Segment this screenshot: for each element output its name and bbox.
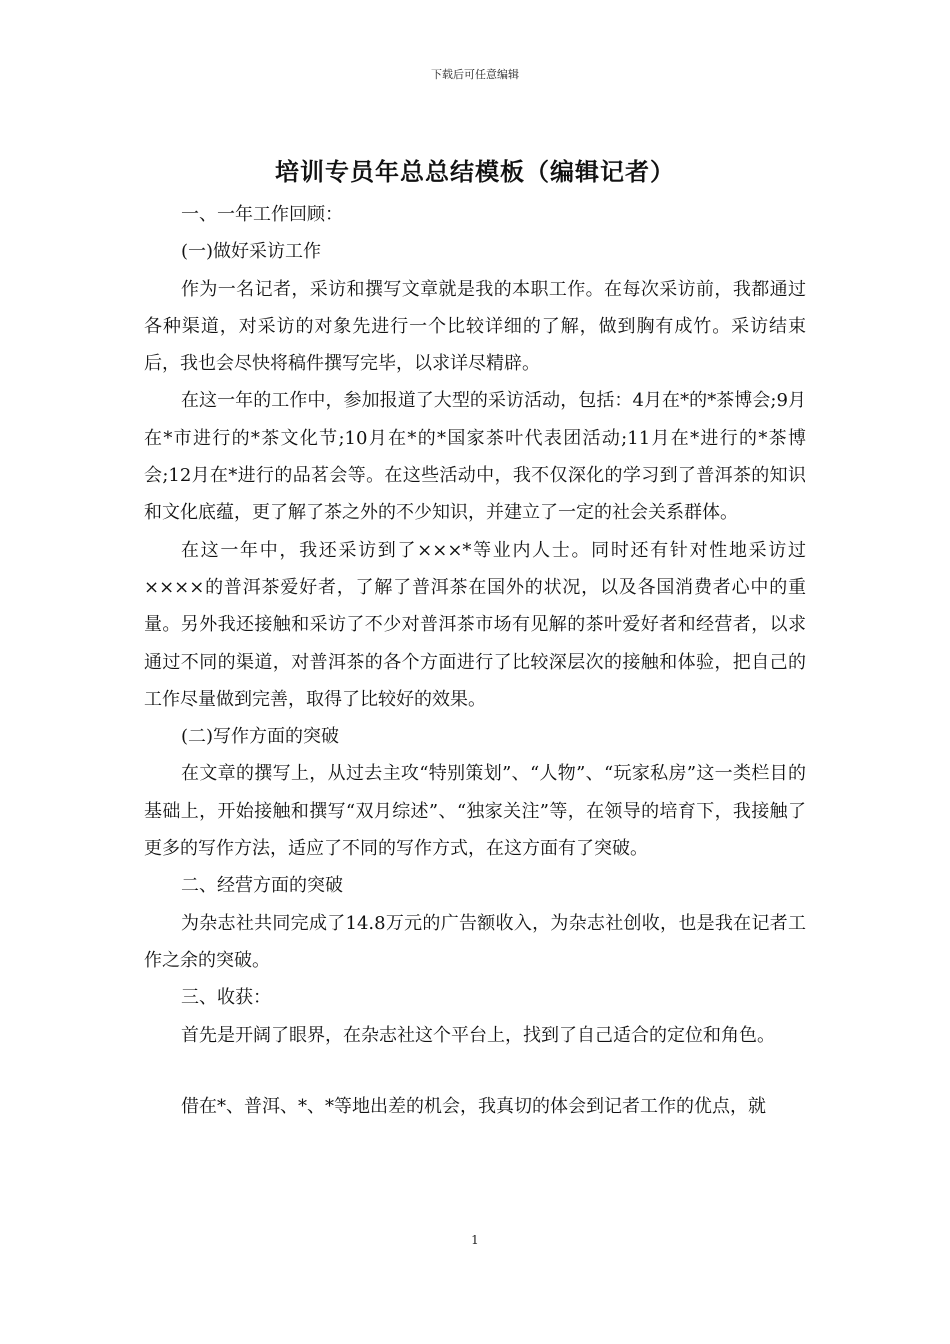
document-title: 培训专员年总总结模板（编辑记者）: [275, 157, 675, 186]
subsection-heading: (一)做好采访工作: [181, 241, 322, 263]
section-heading: 三、收获：: [181, 987, 271, 1009]
paragraph: 作为一名记者，采访和撰写文章就是我的本职工作。在每次采访前，我都通过各种渠道，对采访的对象先进行一个比较详细的了解，做到胸有成竹。采访结束后，我也会尽快将稿件撰写完毕，以求详尽精辟。: [144, 278, 806, 375]
subsection-heading: (二)写作方面的突破: [181, 726, 340, 748]
paragraph-gap: [144, 1054, 806, 1088]
page-number: 1: [471, 1233, 479, 1247]
header-note: 下载后可任意编辑: [431, 68, 519, 81]
section-heading: 二、经营方面的突破: [181, 875, 343, 897]
paragraph: 为杂志社共同完成了14.8万元的广告额收入，为杂志社创收，也是我在记者工作之余的突破。: [144, 912, 806, 971]
paragraph: 借在*、普洱、*、*等地出差的机会，我真切的体会到记者工作的优点，就: [181, 1095, 766, 1117]
document-body: [144, 196, 806, 1125]
paragraph: 在文章的撰写上，从过去主攻“特别策划”、“人物”、“玩家私房”这一类栏目的基础上，开始接触和撰写“双月综述”、“独家关注”等，在领导的培育下，我接触了更多的写作方法，适应了不同的写作方式，在这方面有了突破。: [144, 763, 806, 860]
paragraph: 在这一年的工作中，参加报道了大型的采访活动，包括：4月在*的*茶博会;9月在*市进行的*茶文化节;10月在*的*国家茶叶代表团活动;11月在*进行的*茶博会;12月在*进行的品茗会等。在这些活动中，我不仅深化的学习到了普洱茶的知识和文化底蕴，更了解了茶之外的不少知识，并建立了一定的社会关系群体。: [144, 390, 806, 524]
section-heading: 一、一年工作回顾：: [181, 204, 343, 225]
paragraph: 首先是开阔了眼界，在杂志社这个平台上，找到了自己适合的定位和角色。: [181, 1024, 775, 1046]
paragraph: 在这一年中，我还采访到了×××*等业内人士。同时还有针对性地采访过××××的普洱茶爱好者，了解了普洱茶在国外的状况，以及各国消费者心中的重量。另外我还接触和采访了不少对普洱茶市场有见解的茶叶爱好者和经营者，以求通过不同的渠道，对普洱茶的各个方面进行了比较深层次的接触和体验，把自己的工作尽量做到完善，取得了比较好的效果。: [144, 539, 806, 710]
